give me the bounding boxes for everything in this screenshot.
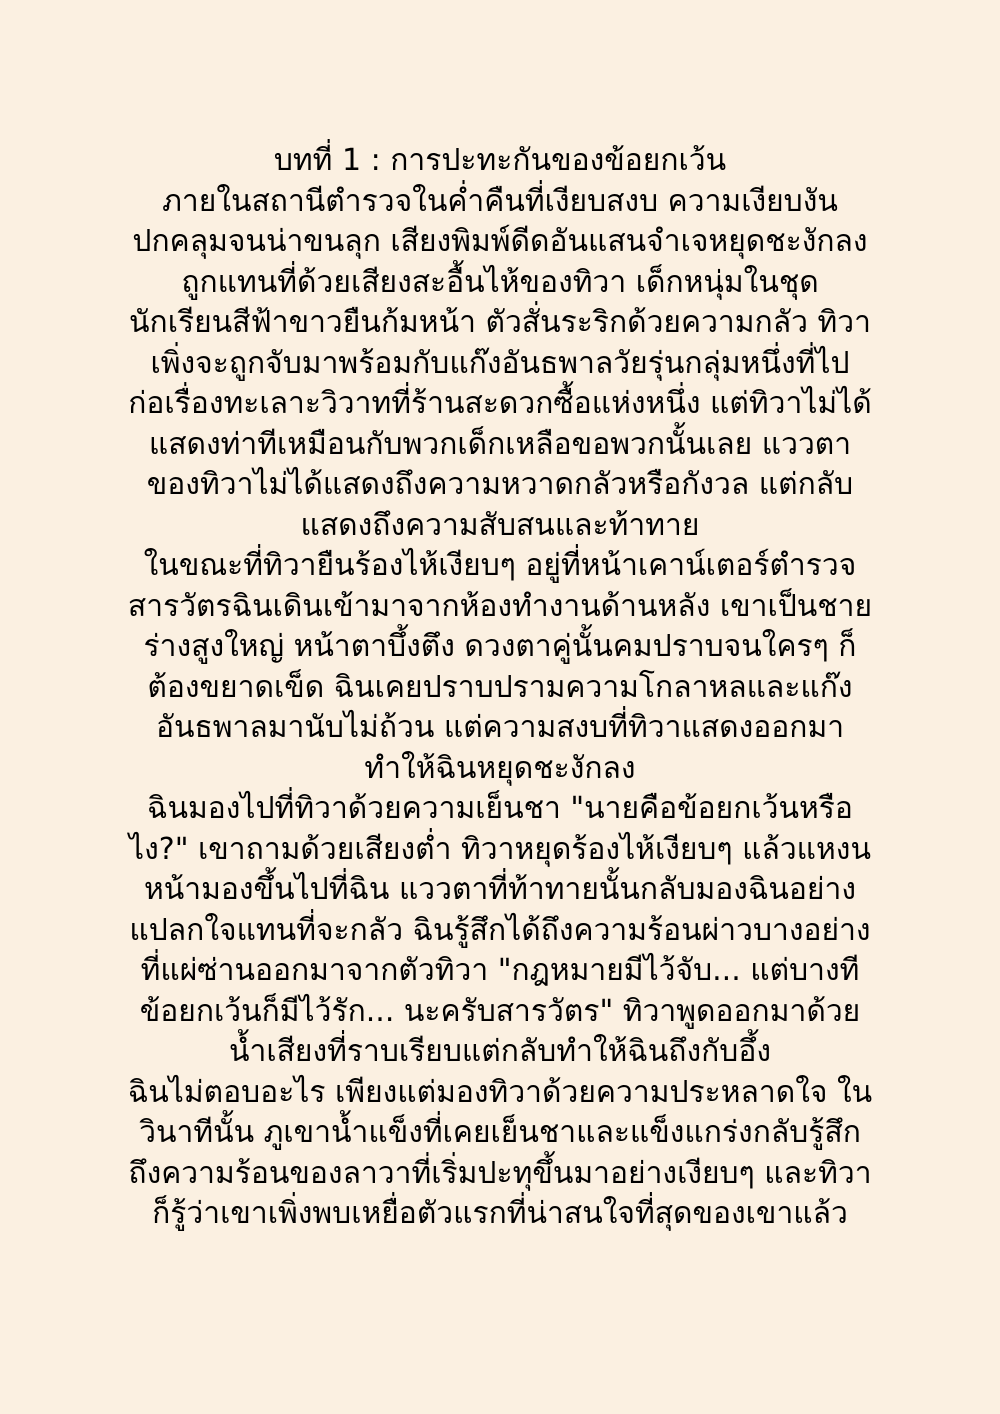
text-line: ถูกแทนที่ด้วยเสียงสะอื้นไห้ของทิวา เด็กหนุ่มในชุด: [181, 264, 819, 300]
text-line: ฉินไม่ตอบอะไร เพียงแต่มองทิวาด้วยความประหลาดใจ ใน: [127, 1074, 873, 1110]
story-text: [70, 141, 930, 1235]
text-line: หน้ามองขึ้นไปที่ฉิน แววตาที่ท้าทายนั้นกลับมองฉินอย่าง: [143, 872, 856, 907]
text-line: แสดงถึงความสับสนและท้าทาย: [300, 507, 700, 543]
text-line: ข้อยกเว้นก็มีไว้รัก... นะครับสารวัตร" ทิวาพูดออกมาด้วย: [139, 993, 861, 1029]
text-line: ก่อเรื่องทะเลาะวิวาทที่ร้านสะดวกซื้อแห่งหนึ่ง แต่ทิวาไม่ได้: [128, 386, 872, 421]
text-line: ฉินมองไปที่ทิวาด้วยความเย็นชา "นายคือข้อยกเว้นหรือ: [147, 791, 853, 826]
text-line: ปกคลุมจนน่าขนลุก เสียงพิมพ์ดีดอันแสนจำเจหยุดชะงักลง: [132, 224, 868, 259]
text-line: ในขณะที่ทิวายืนร้องไห้เงียบๆ อยู่ที่หน้าเคาน์เตอร์ตำรวจ: [143, 548, 857, 583]
text-line: ทำให้ฉินหยุดชะงักลง: [364, 750, 636, 786]
text-line: แปลกใจแทนที่จะกลัว ฉินรู้สึกได้ถึงความร้อนผ่าวบางอย่าง: [129, 912, 871, 948]
text-line: วินาทีนั้น ภูเขาน้ำแข็งที่เคยเย็นชาและแข็งแกร่งกลับรู้สึก: [139, 1115, 861, 1150]
text-line: ไง?" เขาถามด้วยเสียงต่ำ ทิวาหยุดร้องไห้เงียบๆ แล้วแหงน: [129, 831, 871, 867]
text-line: นักเรียนสีฟ้าขาวยืนก้มหน้า ตัวสั่นระริกด้วยความกลัว ทิวา: [129, 305, 871, 340]
text-line: เพิ่งจะถูกจับมาพร้อมกับแก๊งอันธพาลวัยรุ่นกลุ่มหนึ่งที่ไป: [150, 345, 850, 381]
text-line: ร่างสูงใหญ่ หน้าตาบึ้งตึง ดวงตาคู่นั้นคมปราบจนใครๆ ก็: [143, 629, 857, 664]
text-line: ที่แผ่ซ่านออกมาจากตัวทิวา "กฎหมายมีไว้จับ... แต่บางที: [140, 953, 860, 988]
text-line: ของทิวาไม่ได้แสดงถึงความหวาดกลัวหรือกังวล แต่กลับ: [146, 467, 854, 502]
text-line: ต้องขยาดเข็ด ฉินเคยปราบปรามความโกลาหลและแก๊ง: [147, 669, 853, 705]
chapter-title: บทที่ 1 : การปะทะกันของข้อยกเว้น: [273, 143, 727, 178]
text-line: สารวัตรฉินเดินเข้ามาจากห้องทำงานด้านหลัง เขาเป็นชาย: [127, 588, 873, 624]
text-line: อันธพาลมานับไม่ถ้วน แต่ความสงบที่ทิวาแสดงออกมา: [155, 710, 845, 745]
text-line: ก็รู้ว่าเขาเพิ่งพบเหยื่อตัวแรกที่น่าสนใจที่สุดของเขาแล้ว: [152, 1196, 848, 1231]
text-line: ถึงความร้อนของลาวาที่เริ่มปะทุขึ้นมาอย่างเงียบๆ และทิวา: [128, 1155, 872, 1191]
text-line: ภายในสถานีตำรวจในค่ำคืนที่เงียบสงบ ความเงียบงัน: [162, 183, 838, 219]
text-line: น้ำเสียงที่ราบเรียบแต่กลับทำให้ฉินถึงกับอึ้ง: [229, 1034, 771, 1069]
text-line: แสดงท่าทีเหมือนกับพวกเด็กเหลือขอพวกนั้นเลย แววตา: [148, 426, 852, 462]
